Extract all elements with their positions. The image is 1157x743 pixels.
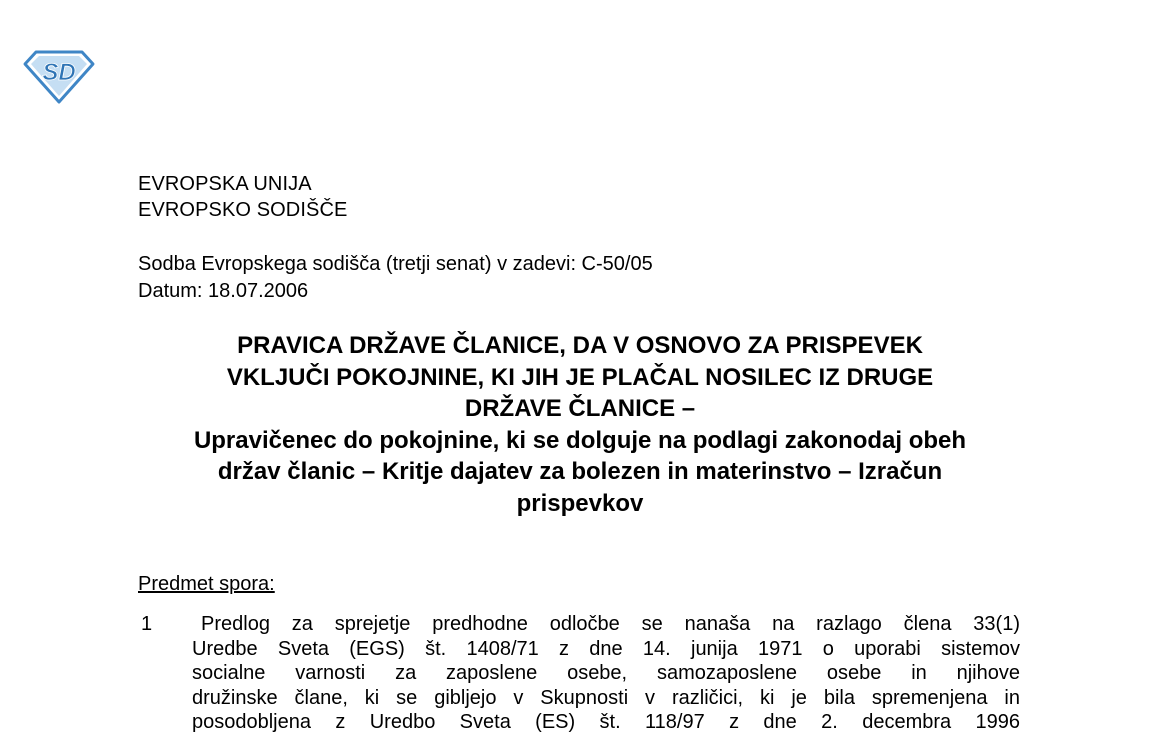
logo-letters: SD bbox=[42, 59, 76, 86]
paragraph-line: socialne varnosti za zaposlene osebe, samozaposlene osebe in njihove bbox=[192, 662, 1020, 684]
paragraph-line: Predlog za sprejetje predhodne odločbe se nanaša na razlago člena 33(1) bbox=[201, 613, 1020, 635]
title-line: prispevkov bbox=[516, 489, 644, 517]
paragraph-line: Uredbe Sveta (EGS) št. 1408/71 z dne 14. junija 1971 o uporabi sistemov bbox=[192, 637, 1020, 660]
judgment-reference: Sodba Evropskega sodišča (tretji senat) v zadevi: C-50/05 bbox=[138, 253, 653, 275]
union-label: EVROPSKA UNIJA bbox=[138, 173, 312, 195]
paragraph-line: posodobljena z Uredbo Sveta (ES) št. 118/97 z dne 2. decembra 1996 bbox=[192, 711, 1020, 733]
sd-shield-logo-icon bbox=[22, 47, 96, 105]
paragraph-line: družinske člane, ki se gibljejo v Skupnosti v različici, ki je bila spremenjena in bbox=[192, 686, 1020, 709]
paragraph-body bbox=[192, 612, 1020, 735]
sd-logo bbox=[22, 47, 96, 105]
title-line: držav članic – Kritje dajatev za bolezen in materinstvo – Izračun bbox=[217, 458, 943, 485]
title-line: Upravičenec do pokojnine, ki se dolguje na podlagi zakonodaj obeh bbox=[193, 426, 967, 454]
title-line: PRAVICA DRŽAVE ČLANICE, DA V OSNOVO ZA PRISPEVEK bbox=[237, 332, 923, 359]
document-header bbox=[138, 171, 347, 223]
title-line: VKLJUČI POKOJNINE, KI JIH JE PLAČAL NOSILEC IZ DRUGE bbox=[226, 363, 934, 391]
paragraph-number: 1 bbox=[141, 613, 153, 635]
judgment-date: Datum: 18.07.2006 bbox=[138, 279, 309, 302]
title-line: DRŽAVE ČLANICE – bbox=[464, 395, 696, 422]
document-title bbox=[120, 330, 1040, 519]
case-info bbox=[138, 251, 653, 304]
court-label: EVROPSKO SODIŠČE bbox=[138, 199, 348, 221]
subject-heading: Predmet spora: bbox=[138, 573, 275, 595]
